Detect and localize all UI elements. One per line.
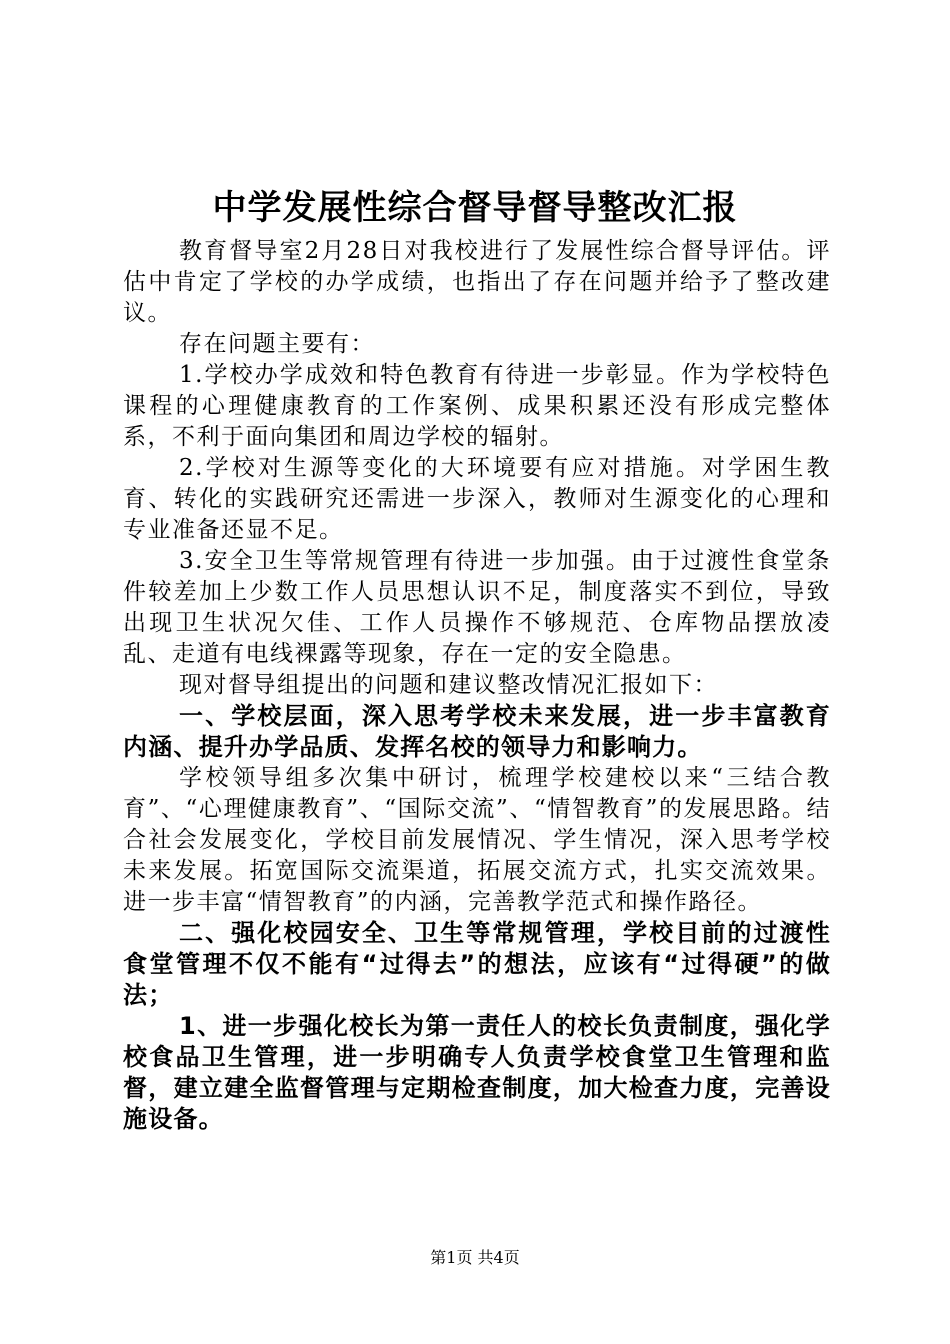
paragraph-section-1: 学校领导组多次集中研讨，梳理学校建校以来“三结合教育”、“心理健康教育”、“国际交流”、“情智教育”的发展思路。结合社会发展变化，学校目前发展情况、学生情况，深入思考学校未来发展。拓宽国际交流渠道，拓展交流方式，扎实交流效果。进一步丰富“情智教育”的内涵，完善教学范式和操作路径。 <box>123 765 831 915</box>
document-title: 中学发展性综合督导督导整改汇报 <box>212 188 738 228</box>
paragraph-report-intro: 现对督导组提出的问题和建议整改情况汇报如下： <box>179 672 718 698</box>
paragraph-issue-1: 1.学校办学成效和特色教育有待进一步彰显。作为学校特色课程的心理健康教育的工作案例、成果积累还没有形成完整体系，不利于面向集团和周边学校的辐射。 <box>123 362 831 450</box>
paragraph-intro: 教育督导室2月28日对我校进行了发展性综合督导评估。评估中肯定了学校的办学成绩，也指出了存在问题并给予了整改建议。 <box>123 238 831 326</box>
document-body <box>123 236 831 1135</box>
section-heading-1: 一、学校层面，深入思考学校未来发展，进一步丰富教育内涵、提升办学品质、发挥名校的领导力和影响力。 <box>123 702 831 761</box>
page-total: 共4页 <box>477 1248 520 1267</box>
paragraph-issues-heading: 存在问题主要有： <box>179 331 375 357</box>
paragraph-issue-2: 2.学校对生源等变化的大环境要有应对措施。对学困生教育、转化的实践研究还需进一步深入，教师对生源变化的心理和专业准备还显不足。 <box>123 455 831 543</box>
section-heading-2: 二、强化校园安全、卫生等常规管理，学校目前的过渡性食堂管理不仅不能有“过得去”的想法，应该有“过得硬”的做法； <box>123 919 831 1009</box>
page-footer <box>0 1247 950 1269</box>
subsection-heading-2-1: 1、进一步强化校长为第一责任人的校长负责制度，强化学校食品卫生管理，进一步明确专人负责学校食堂卫生管理和监督，建立建全监督管理与定期检查制度，加大检查力度，完善设施设备。 <box>123 1012 831 1133</box>
page-number: 第1页 <box>430 1248 473 1267</box>
paragraph-issue-3: 3.安全卫生等常规管理有待进一步加强。由于过渡性食堂条件较差加上少数工作人员思想认识不足，制度落实不到位，导致出现卫生状况欠佳、工作人员操作不够规范、仓库物品摆放凌乱、走道有电线裸露等现象，存在一定的安全隐患。 <box>123 548 831 667</box>
